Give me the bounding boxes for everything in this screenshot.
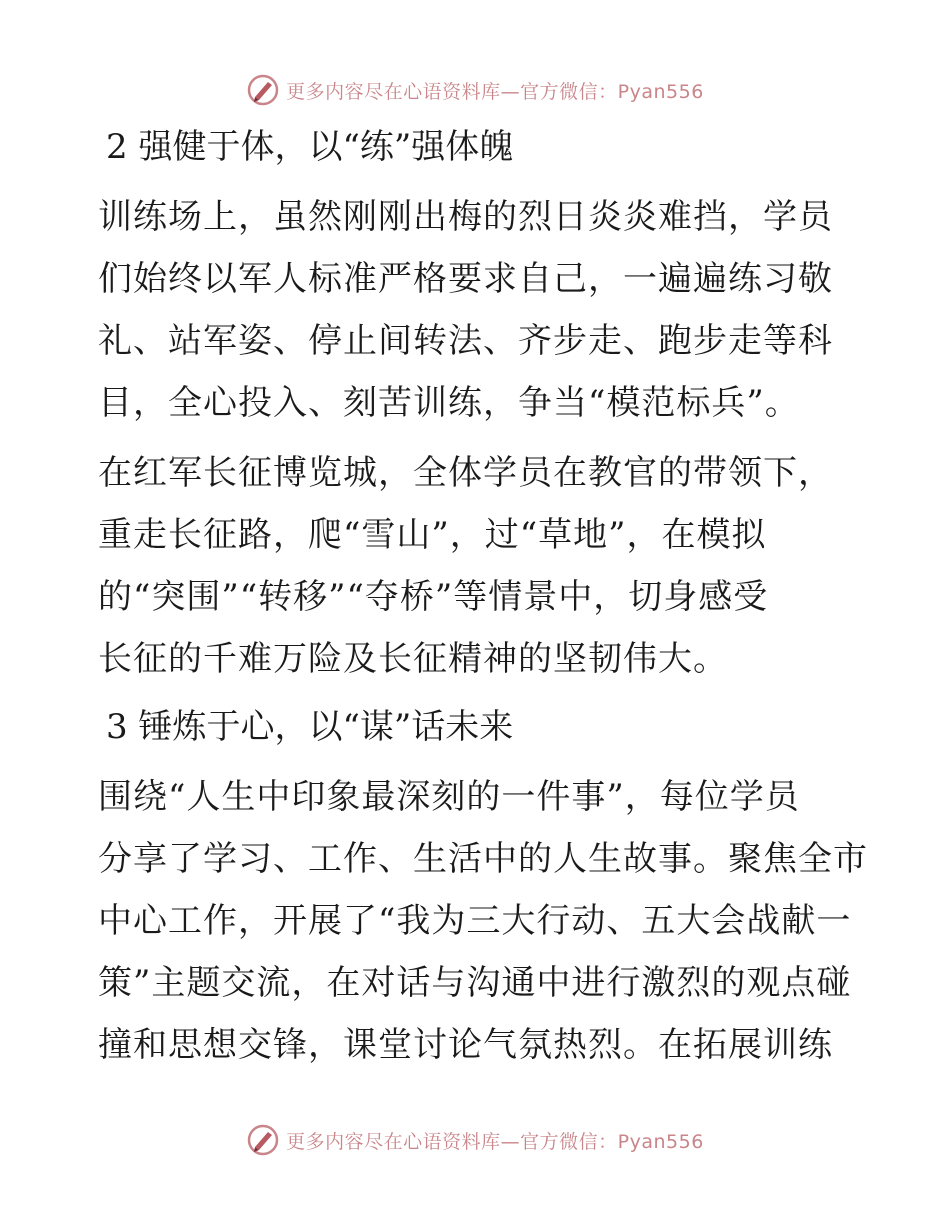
writing-pen-logo-icon bbox=[246, 73, 280, 107]
text-line: 重走长征路，爬“雪山”，过“草地”，在模拟 bbox=[98, 515, 767, 555]
text-line: 在红军长征博览城，全体学员在教官的带领下， bbox=[98, 453, 833, 493]
text-line: 撞和思想交锋，课堂讨论气氛热烈。在拓展训练 bbox=[98, 1025, 833, 1065]
paragraph bbox=[98, 442, 858, 690]
section-heading: 2 强健于体，以“练”强体魄 bbox=[106, 127, 514, 167]
writing-pen-logo-icon bbox=[246, 1123, 280, 1157]
paragraph bbox=[98, 766, 868, 1076]
text-line: 策”主题交流，在对话与沟通中进行激烈的观点碰 bbox=[98, 963, 852, 1003]
text-line: 目，全心投入、刻苦训练，争当“模范标兵”。 bbox=[98, 383, 800, 423]
text-line: 中心工作，开展了“我为三大行动、五大会战献一 bbox=[98, 901, 852, 941]
text-line: 们始终以军人标准严格要求自己，一遍遍练习敬 bbox=[98, 259, 833, 299]
watermark-footer bbox=[0, 1120, 950, 1160]
text-line: 围绕“人生中印象最深刻的一件事”，每位学员 bbox=[98, 777, 800, 817]
text-line: 长征的千难万险及长征精神的坚韧伟大。 bbox=[98, 639, 728, 679]
document-body bbox=[98, 118, 868, 1084]
text-line: 分享了学习、工作、生活中的人生故事。聚焦全市 bbox=[98, 839, 868, 879]
paragraph bbox=[98, 186, 858, 434]
watermark-text: 更多内容尽在心语资料库—官方微信：Pyan556 bbox=[286, 80, 704, 103]
text-line: 训练场上，虽然刚刚出梅的烈日炎炎难挡，学员 bbox=[98, 197, 833, 237]
watermark-text: 更多内容尽在心语资料库—官方微信：Pyan556 bbox=[286, 1130, 704, 1153]
text-line: 礼、站军姿、停止间转法、齐步走、跑步走等科 bbox=[98, 321, 833, 361]
section-heading: 3 锤炼于心，以“谋”话未来 bbox=[106, 707, 514, 747]
watermark-header bbox=[0, 70, 950, 110]
text-line: 的“突围”“转移”“夺桥”等情景中，切身感受 bbox=[98, 577, 769, 617]
